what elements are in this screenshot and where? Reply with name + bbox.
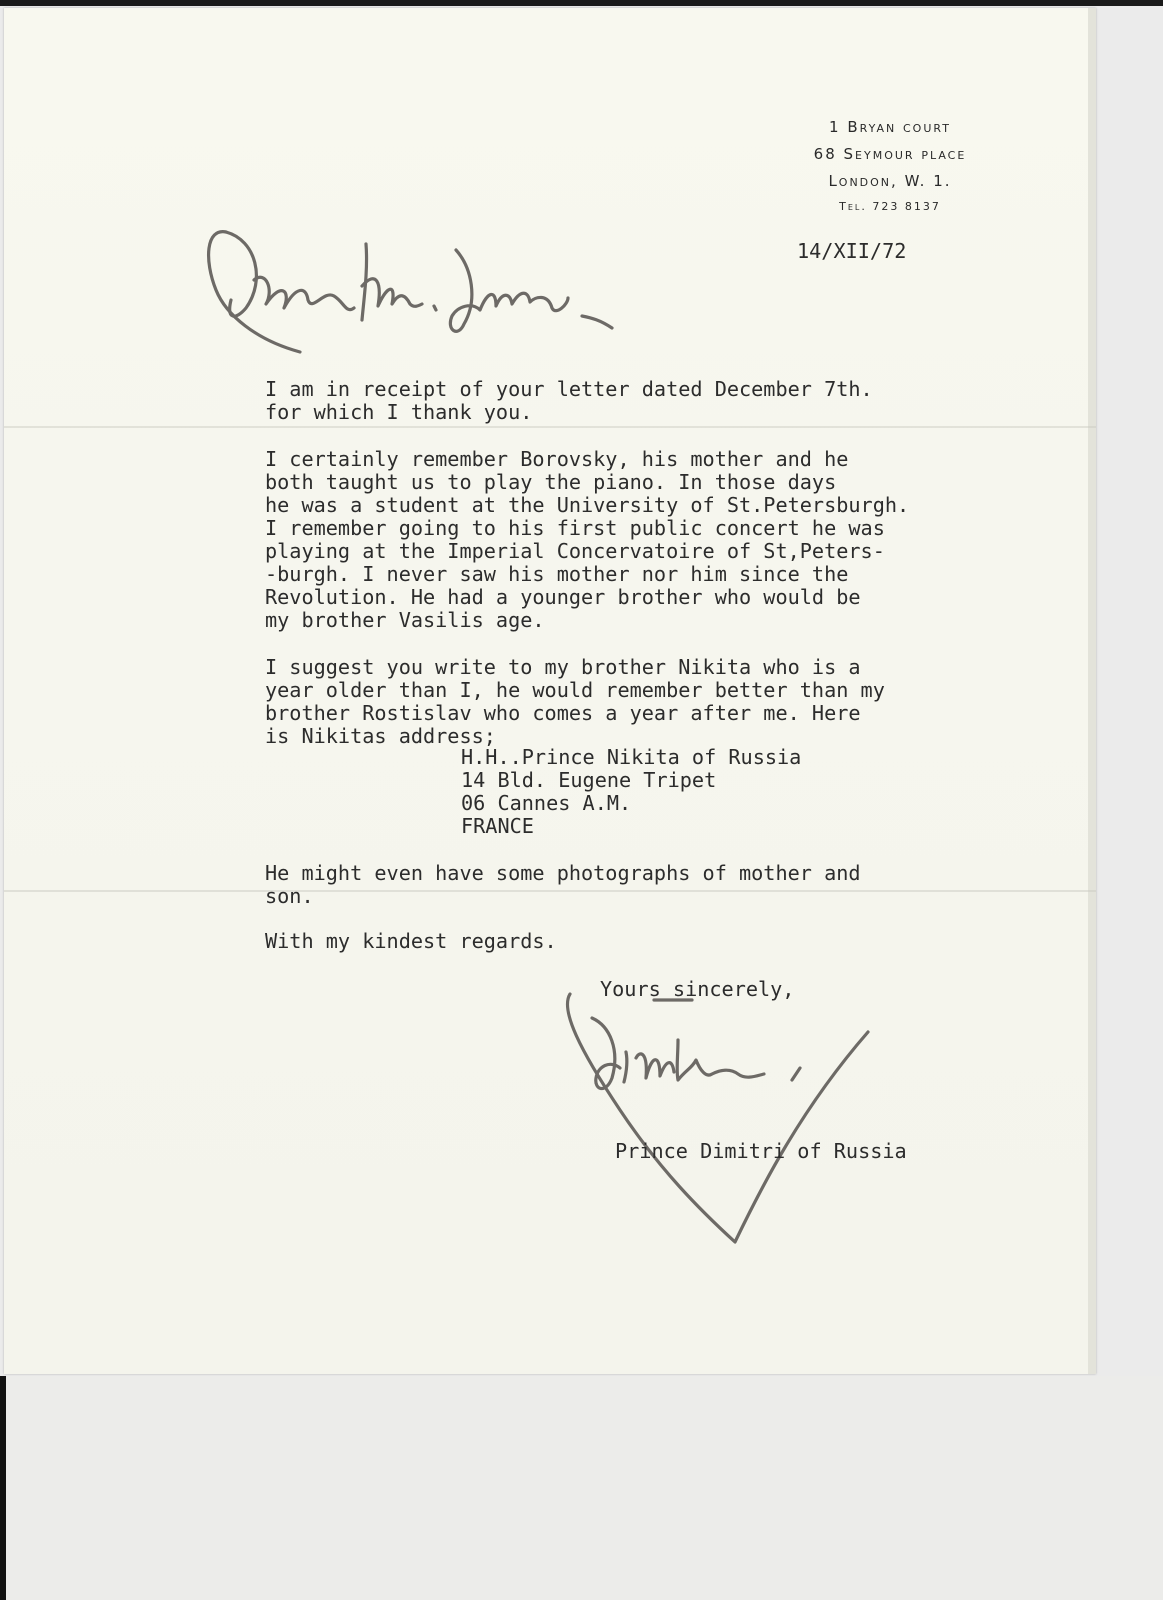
paragraph bbox=[265, 862, 861, 908]
closing: Yours sincerely, bbox=[600, 977, 795, 1001]
paragraph bbox=[265, 656, 885, 748]
letter-date: 14/XII/72 bbox=[797, 239, 907, 263]
text-line: -burgh. I never saw his mother nor him since the bbox=[265, 562, 849, 586]
text-line: he was a student at the University of St.Petersburgh. bbox=[265, 493, 910, 517]
letterhead-line: London, W. 1. bbox=[828, 172, 952, 190]
address-line: H.H..Prince Nikita of Russia bbox=[461, 745, 802, 769]
paragraph bbox=[265, 378, 873, 424]
text-line: playing at the Imperial Concervatoire of St,Peters- bbox=[265, 539, 885, 563]
fold-line bbox=[4, 426, 1096, 428]
text-line: brother Rostislav who comes a year after me. Here bbox=[265, 701, 861, 725]
address-line: 06 Cannes A.M. bbox=[461, 791, 632, 815]
page-edge-shadow bbox=[1088, 8, 1096, 1374]
text-line: I am in receipt of your letter dated December 7th. bbox=[265, 377, 873, 401]
address-line: 14 Bld. Eugene Tripet bbox=[461, 768, 717, 792]
text-line: I suggest you write to my brother Nikita who is a bbox=[265, 655, 861, 679]
mailing-address bbox=[461, 746, 801, 838]
address-line: FRANCE bbox=[461, 814, 534, 838]
letterhead-telephone: Tel. 723 8137 bbox=[839, 200, 941, 213]
signer-name: Prince Dimitri of Russia bbox=[615, 1139, 907, 1163]
handwritten-signature bbox=[560, 990, 880, 1250]
text-line: I certainly remember Borovsky, his mother and he bbox=[265, 447, 849, 471]
paragraph bbox=[265, 448, 909, 632]
letterhead bbox=[760, 114, 1020, 219]
text-line: son. bbox=[265, 884, 314, 908]
scan-bed bbox=[0, 1376, 1163, 1600]
text-line: my brother Vasilis age. bbox=[265, 608, 545, 632]
letterhead-line: 68 Seymour place bbox=[813, 145, 967, 163]
text-line: He might even have some photographs of mother and bbox=[265, 861, 861, 885]
text-line: is Nikitas address; bbox=[265, 724, 496, 748]
paragraph: With my kindest regards. bbox=[265, 929, 557, 953]
handwritten-salutation bbox=[196, 220, 636, 360]
text-line: year older than I, he would remember better than my bbox=[265, 678, 885, 702]
text-line: for which I thank you. bbox=[265, 400, 533, 424]
scan-left-edge bbox=[0, 1376, 6, 1600]
text-line: I remember going to his first public concert he was bbox=[265, 516, 885, 540]
text-line: Revolution. He had a younger brother who would be bbox=[265, 585, 861, 609]
text-line: both taught us to play the piano. In those days bbox=[265, 470, 837, 494]
letterhead-line: 1 Bryan court bbox=[829, 118, 951, 136]
